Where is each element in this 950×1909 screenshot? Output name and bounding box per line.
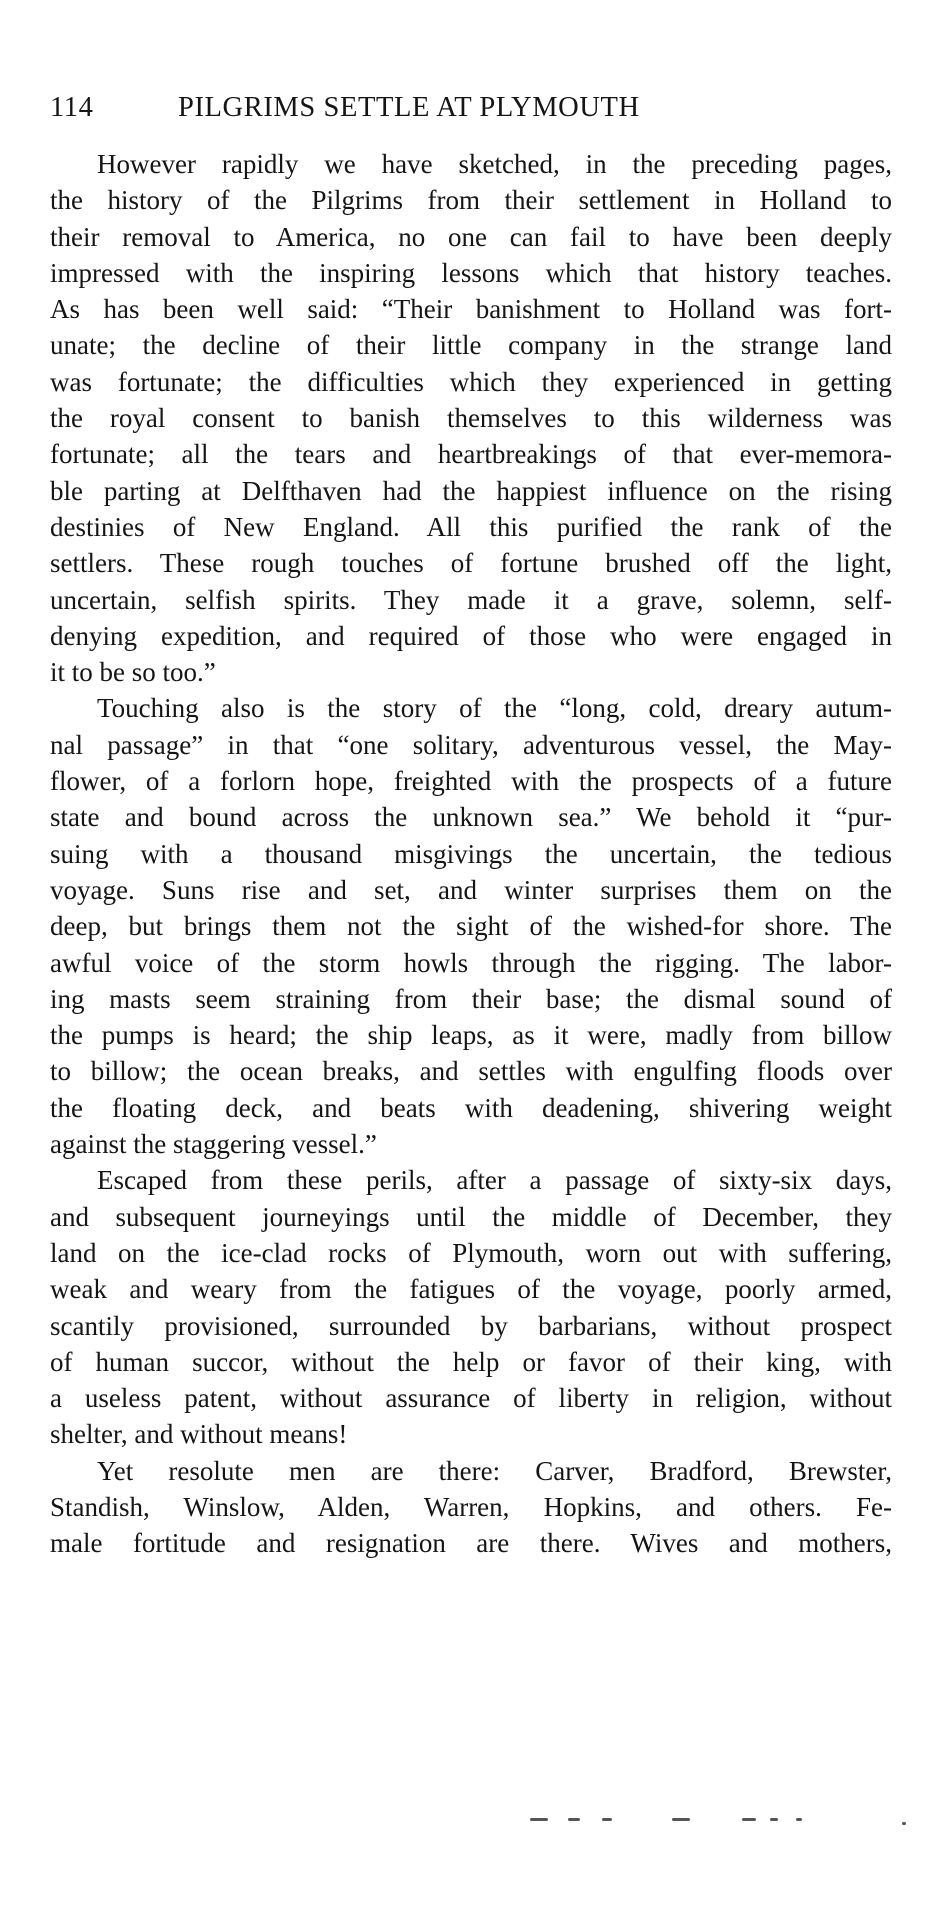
text-line: a useless patent, without assurance of liberty in religion, without xyxy=(50,1383,892,1414)
text-line: of human succor, without the help or favor of their king, with xyxy=(50,1346,892,1377)
text-line: deep, but brings them not the sight of the wished-for shore. The xyxy=(50,911,892,942)
text-line: the pumps is heard; the ship leaps, as it were, madly from billow xyxy=(50,1020,892,1051)
text-line: to billow; the ocean breaks, and settles with engulfing floods over xyxy=(50,1056,892,1087)
text-line: male fortitude and resignation are there. Wives and mothers, xyxy=(50,1528,892,1559)
page-number: 114 xyxy=(50,92,94,123)
text-line: voyage. Suns rise and set, and winter surprises them on the xyxy=(50,874,892,905)
text-line: Yet resolute men are there: Carver, Bradford, Brewster, xyxy=(97,1455,892,1486)
text-line: denying expedition, and required of those who were engaged in xyxy=(50,620,892,651)
text-line: the history of the Pilgrims from their settlement in Holland to xyxy=(50,185,892,216)
body-text xyxy=(50,146,892,1562)
scan-speck xyxy=(672,1818,690,1821)
text-line: As has been well said: “Their banishment to Holland was fort- xyxy=(50,294,892,325)
text-line: Touching also is the story of the “long, cold, dreary autum- xyxy=(97,693,892,724)
text-line: suing with a thousand misgivings the uncertain, the tedious xyxy=(50,838,892,869)
text-line: shelter, and without means! xyxy=(50,1419,348,1450)
paragraph-pilgrims-history xyxy=(50,146,892,690)
text-line: settlers. These rough touches of fortune brushed off the light, xyxy=(50,548,892,579)
running-head xyxy=(50,88,770,128)
text-line: nal passage” in that “one solitary, adventurous vessel, the May- xyxy=(50,729,892,760)
text-line: fortunate; all the tears and heartbreakings of that ever-memora- xyxy=(50,439,892,470)
text-line: Escaped from these perils, after a passage of sixty-six days, xyxy=(97,1165,892,1196)
text-line: destinies of New England. All this purified the rank of the xyxy=(50,511,892,542)
text-line: ble parting at Delfthaven had the happiest influence on the rising xyxy=(50,475,892,506)
scan-artifact-marks xyxy=(530,1808,910,1836)
running-title: PILGRIMS SETTLE AT PLYMOUTH xyxy=(178,92,640,123)
text-line: and subsequent journeyings until the middle of December, they xyxy=(50,1201,892,1232)
text-line: was fortunate; the difficulties which they experienced in getting xyxy=(50,366,892,397)
scan-speck xyxy=(742,1818,756,1821)
text-line: their removal to America, no one can fail to have been deeply xyxy=(50,221,892,252)
text-line: the floating deck, and beats with deadening, shivering weight xyxy=(50,1092,892,1123)
paragraph-resolute-men xyxy=(50,1453,892,1562)
paragraph-voyage xyxy=(50,690,892,1162)
text-line: the royal consent to banish themselves to this wilderness was xyxy=(50,403,892,434)
scan-speck xyxy=(770,1818,778,1821)
scan-speck xyxy=(796,1818,802,1821)
text-line: uncertain, selfish spirits. They made it a grave, solemn, self- xyxy=(50,584,892,615)
scan-speck xyxy=(902,1822,906,1825)
text-line: awful voice of the storm howls through the rigging. The labor- xyxy=(50,947,892,978)
text-line: state and bound across the unknown sea.” We behold it “pur- xyxy=(50,802,892,833)
text-line: flower, of a forlorn hope, freighted with the prospects of a future xyxy=(50,766,892,797)
text-line: weak and weary from the fatigues of the voyage, poorly armed, xyxy=(50,1274,892,1305)
scan-speck xyxy=(568,1818,580,1821)
text-line: However rapidly we have sketched, in the preceding pages, xyxy=(97,149,892,179)
scan-speck xyxy=(530,1818,548,1821)
text-line: unate; the decline of their little company in the strange land xyxy=(50,330,892,361)
text-line: Standish, Winslow, Alden, Warren, Hopkins, and others. Fe- xyxy=(50,1491,892,1522)
scan-speck xyxy=(602,1818,612,1821)
paragraph-landing xyxy=(50,1162,892,1452)
text-line: scantily provisioned, surrounded by barbarians, without prospect xyxy=(50,1310,892,1341)
text-line: land on the ice-clad rocks of Plymouth, worn out with suffering, xyxy=(50,1237,892,1268)
text-line: against the staggering vessel.” xyxy=(50,1129,377,1160)
text-line: impressed with the inspiring lessons which that history teaches. xyxy=(50,257,892,288)
text-line: ing masts seem straining from their base; the dismal sound of xyxy=(50,983,892,1014)
text-line: it to be so too.” xyxy=(50,657,216,688)
